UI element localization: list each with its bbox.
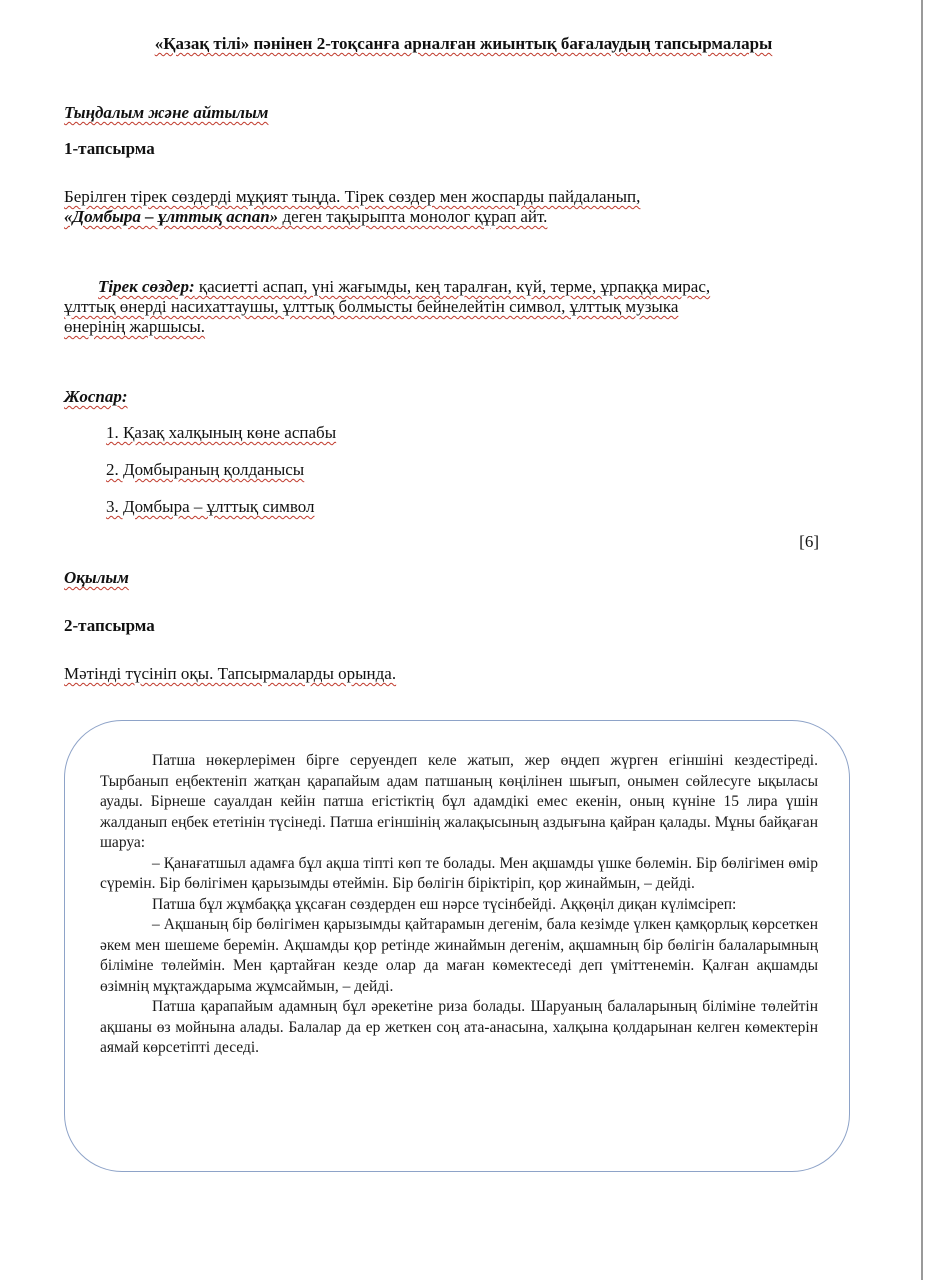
plan-item-text: 3. Домбыра – ұлттық символ [106, 497, 315, 516]
score-marker: [6] [799, 532, 819, 551]
instruction-line-2-rest: деген тақырыпта монолог құрап айт. [278, 207, 548, 226]
topic-title: «Домбыра – ұлттық аспап» [64, 207, 279, 226]
keywords-paragraph [64, 277, 784, 337]
plan-item [106, 497, 336, 534]
section-heading-reading [64, 568, 129, 588]
reading-paragraph: – Ақшаның бір бөлігімен қарызымды қайтарамын дегенім, бала кезімде үлкен қамқорлық көрсеткен әкем мен шешеме беремін. Ақшамды қор ретінде жинаймын дегенім, ақшамның бір бөлігін балаларымның біліміне төлеймін. Мен қартайған кезде олар да маған көмектеседі деп үміттенемін. Қалған ақшамды өзімнің мұқтаждарыма жұмсаймын, – дейді. [100, 916, 818, 995]
plan-item-text: 1. Қазақ халқының көне аспабы [106, 423, 337, 442]
plan-heading-text: Жоспар: [64, 387, 128, 406]
keywords-line-3: өнерінің жаршысы. [64, 317, 206, 336]
reading-paragraph: Патша қарапайым адамның бұл әрекетіне риза болады. Шаруаның балаларының біліміне төлейтін ақшаны өз мойнына алады. Балалар да ер жеткен соң ата-анасына, халқына қолдарынан келген көмектерін аямай көрсетіпті деседі. [100, 998, 818, 1056]
section-heading-text: Оқылым [64, 568, 129, 587]
instruction-line-1: Берілген тірек сөздерді мұқият тыңда. Тірек сөздер мен жоспарды пайдаланып, [64, 187, 641, 206]
section-heading-text: Тыңдалым және айтылым [64, 103, 269, 122]
section-heading-listening [64, 103, 268, 123]
task-1-label: 1-тапсырма [64, 139, 155, 158]
keywords-line-1-text: қасиетті аспап, үні жағымды, кең таралған, күй, терме, ұрпаққа мирас, [194, 277, 711, 296]
task-2-label: 2-тапсырма [64, 616, 155, 635]
keywords-line-1 [64, 277, 784, 297]
reading-text [100, 751, 818, 1059]
keywords-line-2: ұлттық өнерді насихаттаушы, ұлттық болмысты бейнелейтін символ, ұлттық музыка [64, 297, 679, 316]
keywords-label: Тірек сөздер: [98, 277, 195, 296]
reading-paragraph: Патша бұл жұмбаққа ұқсаған сөздерден еш нәрсе түсінбейді. Аққөңіл диқан күлімсіреп: [152, 895, 737, 913]
plan-item-text: 2. Домбыраның қолданысы [106, 460, 305, 479]
page-edge [921, 0, 923, 1280]
task-1-instruction [64, 187, 784, 227]
reading-paragraph: Патша нөкерлерімен бірге серуендеп келе жатып, жер өңдеп жүрген егіншіні кездестіреді. Тырбанып еңбектеніп жатқан қарапайым адам патшаның көңілінен шығып, онымен сөйлесуге ықыласы ауады. Бірнеше сауалдан кейін патша егістіктің бұл адамдікі емес екенін, оның күніне 15 лира үшін жалданып еңбек ететінін түсінеді. Патша егіншінің жалақысының аздығына қайран қалады. Мұны байқаған шаруа: [100, 752, 818, 851]
plan-item [106, 423, 336, 460]
task-2-instruction-text: Мәтінді түсініп оқы. Тапсырмаларды орында. [64, 664, 397, 683]
plan-list [106, 423, 336, 534]
instruction-line-2 [64, 207, 784, 227]
plan-item [106, 460, 336, 497]
task-2-instruction [64, 664, 784, 684]
title-text: «Қазақ тілі» пәнінен 2-тоқсанға арналған жиынтық бағалаудың тапсырмалары [154, 34, 773, 53]
plan-heading [64, 387, 128, 407]
reading-paragraph: – Қанағатшыл адамға бұл ақша тіпті көп те болады. Мен ақшамды үшке бөлемін. Бір бөлігімен өмір сүремін. Бір бөлігімен қарызымды өтеймін. Бір бөлігін біріктіріп, қор жинаймын, – дейді. [100, 854, 818, 892]
document-title [0, 34, 927, 54]
